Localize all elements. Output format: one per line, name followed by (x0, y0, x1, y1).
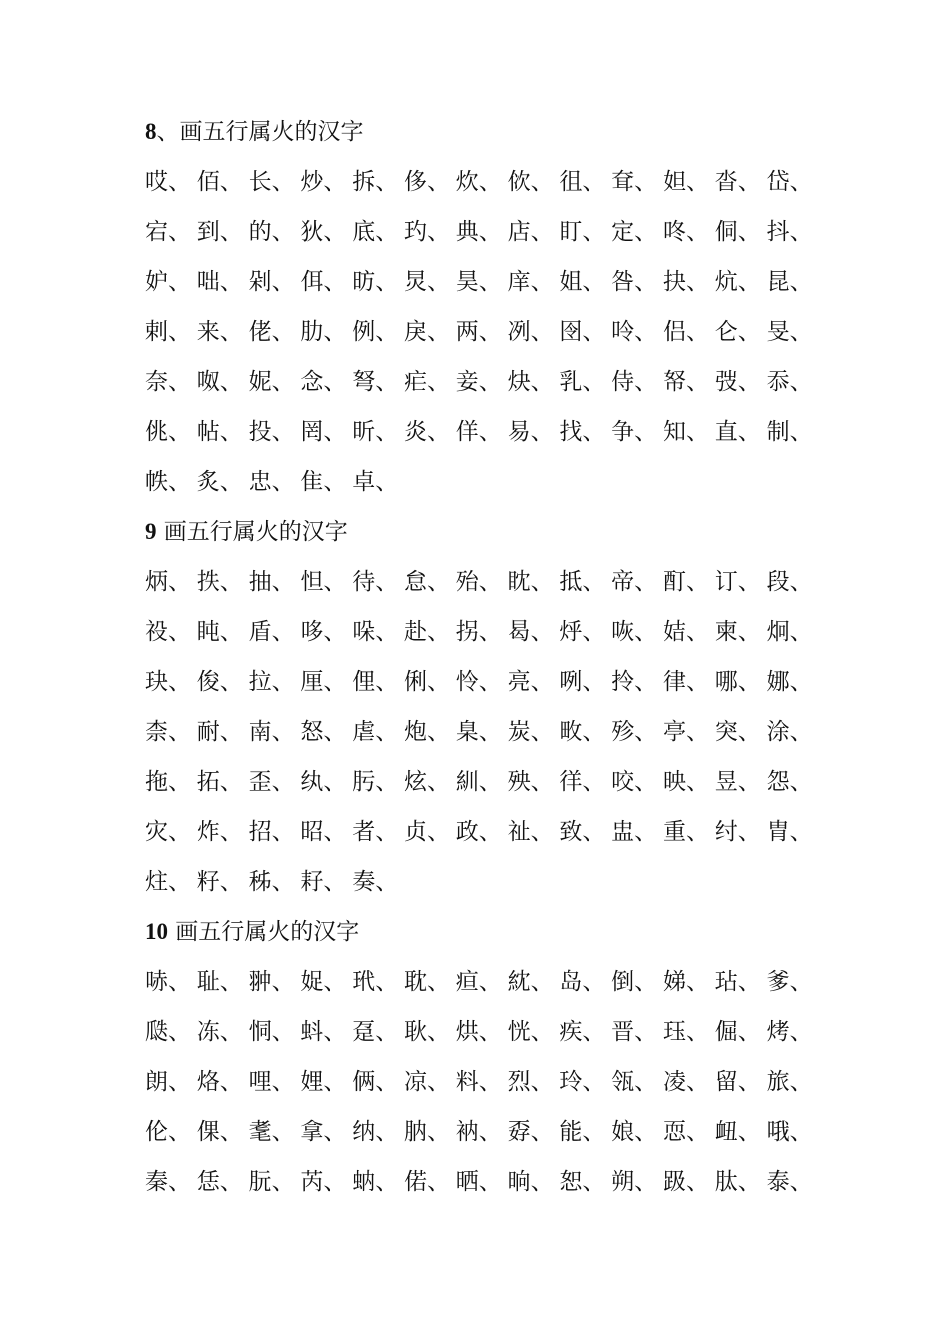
character-row (145, 612, 845, 662)
character-cell: 直、 (714, 419, 761, 445)
character-cell: 典、 (455, 219, 502, 245)
heading-number: 9 (145, 519, 157, 544)
heading-number: 8 (145, 119, 157, 144)
character-cell: 炎、 (403, 419, 450, 445)
character-cell: 殃、 (507, 769, 554, 795)
character-cell: 徂、 (559, 169, 606, 195)
character-cell: 投、 (248, 419, 295, 445)
character-cell: 倔、 (714, 1019, 761, 1045)
character-cell: 朊、 (248, 1169, 295, 1195)
character-cell: 岱、 (766, 169, 813, 195)
character-cell: 玦、 (145, 669, 191, 695)
character-cell: 疾、 (559, 1019, 606, 1045)
character-cell: 料、 (455, 1069, 502, 1095)
character-cell: 姞、 (662, 619, 709, 645)
character-cell: 烘、 (455, 1019, 502, 1045)
character-cell: 哩、 (248, 1069, 295, 1095)
character-cell: 妮、 (248, 369, 295, 395)
character-cell: 咎、 (611, 269, 658, 295)
character-cell: 拆、 (352, 169, 399, 195)
character-cell: 呤、 (611, 319, 658, 345)
heading-title: 、画五行属火的汉字 (156, 119, 364, 145)
character-cell: 侍、 (611, 369, 658, 395)
character-cell: 侣、 (662, 319, 709, 345)
character-cell: 帝、 (611, 569, 658, 595)
character-cell: 娖、 (300, 969, 347, 995)
heading-number: 10 (145, 919, 168, 944)
character-cell: 畋、 (559, 719, 606, 745)
character-cell: 玓、 (403, 219, 450, 245)
character-cell: 待、 (352, 569, 399, 595)
character-cell: 晋、 (611, 1019, 658, 1045)
character-cell: 佯、 (455, 419, 502, 445)
character-row (145, 962, 845, 1012)
character-cell: 呶、 (196, 369, 243, 395)
character-cell: 罔、 (300, 419, 347, 445)
character-cell: 的、 (248, 219, 295, 245)
section-9 (145, 512, 845, 912)
character-cell: 耿、 (403, 1019, 450, 1045)
character-cell: 孬、 (507, 1119, 554, 1145)
character-cell: 例、 (352, 319, 399, 345)
character-cell: 肭、 (403, 1119, 450, 1145)
character-cell: 盅、 (611, 819, 658, 845)
character-cell: 娜、 (766, 669, 813, 695)
character-cell: 亮、 (507, 669, 554, 695)
character-cell: 冽、 (507, 319, 554, 345)
character-cell: 律、 (662, 669, 709, 695)
character-cell: 招、 (248, 819, 295, 845)
character-row (145, 662, 845, 712)
character-cell: 能、 (559, 1119, 606, 1145)
character-cell: 晒、 (455, 1169, 502, 1195)
character-row (145, 562, 845, 612)
character-cell: 帙、 (145, 469, 191, 495)
section-heading (145, 112, 845, 162)
character-cell: 蚋、 (352, 1169, 399, 1195)
character-cell: 秭、 (248, 869, 295, 895)
character-cell: 秦、 (145, 1169, 191, 1195)
character-cell: 炙、 (196, 469, 243, 495)
character-cell: 冻、 (196, 1019, 243, 1045)
character-cell: 帖、 (196, 419, 243, 445)
character-cell: 来、 (196, 319, 243, 345)
character-cell: 耻、 (196, 969, 243, 995)
character-cell: 紞、 (507, 969, 554, 995)
character-cell: 盾、 (248, 619, 295, 645)
character-cell: 炭、 (507, 719, 554, 745)
character-cell: 伦、 (145, 1119, 191, 1145)
character-cell: 殆、 (455, 569, 502, 595)
character-cell: 岛、 (559, 969, 606, 995)
character-cell: 拓、 (196, 769, 243, 795)
character-cell: 咬、 (611, 769, 658, 795)
character-cell: 恁、 (196, 1169, 243, 1195)
character-cell: 弢、 (714, 369, 761, 395)
character-cell: 昆、 (766, 269, 813, 295)
character-cell: 烀、 (559, 619, 606, 645)
character-cell: 烈、 (507, 1069, 554, 1095)
character-cell: 妒、 (145, 269, 191, 295)
character-cell: 疟、 (403, 369, 450, 395)
character-cell: 珏、 (662, 1019, 709, 1045)
character-cell: 昉、 (352, 269, 399, 295)
character-cell: 炷、 (145, 869, 191, 895)
character-cell: 底、 (352, 219, 399, 245)
character-cell: 致、 (559, 819, 606, 845)
character-cell: 臬、 (455, 719, 502, 745)
character-cell: 订、 (714, 569, 761, 595)
character-cell: 蚪、 (300, 1019, 347, 1045)
character-cell: 留、 (714, 1069, 761, 1095)
character-cell: 囹、 (559, 319, 606, 345)
character-cell: 炔、 (507, 369, 554, 395)
character-cell: 南、 (248, 719, 295, 745)
character-cell: 祋、 (145, 619, 191, 645)
character-cell: 帑、 (662, 369, 709, 395)
character-cell: 沓、 (714, 169, 761, 195)
character-cell: 恕、 (559, 1169, 606, 1195)
character-cell: 耄、 (248, 1119, 295, 1145)
document-page (145, 112, 845, 1212)
character-cell: 籽、 (196, 869, 243, 895)
character-cell: 怨、 (766, 769, 813, 795)
character-cell: 佽、 (507, 169, 554, 195)
character-cell: 咚、 (662, 219, 709, 245)
section-heading (145, 912, 845, 962)
character-row (145, 262, 845, 312)
character-cell: 抵、 (559, 569, 606, 595)
character-row (145, 162, 845, 212)
character-cell: 乳、 (559, 369, 606, 395)
character-cell: 炳、 (145, 569, 191, 595)
character-cell: 怛、 (300, 569, 347, 595)
character-cell: 殄、 (611, 719, 658, 745)
character-cell: 凉、 (403, 1069, 450, 1095)
character-cell: 拎、 (611, 669, 658, 695)
character-cell: 爹、 (766, 969, 813, 995)
character-cell: 肟、 (352, 769, 399, 795)
character-cell: 佴、 (300, 269, 347, 295)
character-row (145, 812, 845, 862)
character-cell: 念、 (300, 369, 347, 395)
character-cell: 旻、 (766, 319, 813, 345)
character-cell: 店、 (507, 219, 554, 245)
character-cell: 昭、 (300, 819, 347, 845)
section-8 (145, 112, 845, 512)
character-cell: 怜、 (455, 669, 502, 695)
character-cell: 昊、 (455, 269, 502, 295)
character-cell: 拐、 (455, 619, 502, 645)
character-cell: 哦、 (766, 1119, 813, 1145)
character-cell: 哧、 (145, 969, 191, 995)
character-cell: 拿、 (300, 1119, 347, 1145)
character-cell: 两、 (455, 319, 502, 345)
section-heading (145, 512, 845, 562)
character-cell: 咄、 (196, 269, 243, 295)
character-cell: 哚、 (352, 619, 399, 645)
character-cell: 仑、 (714, 319, 761, 345)
character-cell: 佻、 (145, 419, 191, 445)
character-cell: 恍、 (507, 1019, 554, 1045)
character-cell: 耔、 (300, 869, 347, 895)
character-cell: 衲、 (455, 1119, 502, 1145)
character-cell: 祉、 (507, 819, 554, 845)
character-cell: 妾、 (455, 369, 502, 395)
character-cell: 长、 (248, 169, 295, 195)
character-cell: 炅、 (403, 269, 450, 295)
character-cell: 胄、 (766, 819, 813, 845)
character-cell: 抽、 (248, 569, 295, 595)
character-cell: 涂、 (766, 719, 813, 745)
character-cell: 哎、 (145, 169, 191, 195)
character-cell: 曷、 (507, 619, 554, 645)
character-cell: 炊、 (455, 169, 502, 195)
character-cell: 玷、 (714, 969, 761, 995)
character-cell: 倮、 (196, 1119, 243, 1145)
character-row (145, 1162, 845, 1212)
character-cell: 姐、 (559, 269, 606, 295)
character-cell: 佬、 (248, 319, 295, 345)
character-cell: 咧、 (559, 669, 606, 695)
character-cell: 戾、 (403, 319, 450, 345)
character-cell: 泰、 (766, 1169, 813, 1195)
character-cell: 厘、 (300, 669, 347, 695)
character-cell: 盯、 (559, 219, 606, 245)
character-cell: 炫、 (403, 769, 450, 795)
character-cell: 趸、 (352, 1019, 399, 1045)
character-cell: 旅、 (766, 1069, 813, 1095)
character-cell: 俚、 (352, 669, 399, 695)
character-cell: 瓞、 (145, 1019, 191, 1045)
character-row (145, 412, 845, 462)
character-cell: 柰、 (145, 719, 191, 745)
character-cell: 隹、 (300, 469, 347, 495)
character-cell: 酊、 (662, 569, 709, 595)
character-cell: 眈、 (507, 569, 554, 595)
character-cell: 忠、 (248, 469, 295, 495)
character-cell: 肽、 (714, 1169, 761, 1195)
character-cell: 玲、 (559, 1069, 606, 1095)
character-cell: 趿、 (662, 1169, 709, 1195)
character-cell: 虐、 (352, 719, 399, 745)
character-cell: 争、 (611, 419, 658, 445)
character-row (145, 1112, 845, 1162)
character-cell: 奏、 (352, 869, 399, 895)
character-cell: 咴、 (611, 619, 658, 645)
character-cell: 拉、 (248, 669, 295, 695)
character-cell: 肋、 (300, 319, 347, 345)
character-cell: 卓、 (352, 469, 399, 495)
character-cell: 抶、 (196, 569, 243, 595)
character-row (145, 212, 845, 262)
character-cell: 剌、 (145, 319, 191, 345)
character-cell: 恫、 (248, 1019, 295, 1045)
character-cell: 歪、 (248, 769, 295, 795)
character-cell: 娣、 (662, 969, 709, 995)
character-cell: 炸、 (196, 819, 243, 845)
character-row (145, 462, 845, 512)
character-cell: 衄、 (714, 1119, 761, 1145)
character-cell: 者、 (352, 819, 399, 845)
heading-title: 画五行属火的汉字 (168, 919, 360, 945)
character-cell: 俩、 (352, 1069, 399, 1095)
character-cell: 偌、 (403, 1169, 450, 1195)
character-cell: 狄、 (300, 219, 347, 245)
character-cell: 耐、 (196, 719, 243, 745)
character-cell: 纣、 (714, 819, 761, 845)
character-cell: 突、 (714, 719, 761, 745)
character-cell: 抖、 (766, 219, 813, 245)
character-cell: 纳、 (352, 1119, 399, 1145)
character-row (145, 712, 845, 762)
character-cell: 翀、 (248, 969, 295, 995)
character-row (145, 862, 845, 912)
character-cell: 贞、 (403, 819, 450, 845)
character-cell: 炮、 (403, 719, 450, 745)
character-cell: 昕、 (352, 419, 399, 445)
character-row (145, 362, 845, 412)
character-cell: 晌、 (507, 1169, 554, 1195)
character-cell: 盹、 (196, 619, 243, 645)
character-cell: 疸、 (455, 969, 502, 995)
character-cell: 制、 (766, 419, 813, 445)
character-cell: 抉、 (662, 269, 709, 295)
character-cell: 侈、 (403, 169, 450, 195)
character-row (145, 1012, 845, 1062)
character-row (145, 1062, 845, 1112)
character-cell: 倒、 (611, 969, 658, 995)
character-cell: 找、 (559, 419, 606, 445)
character-cell: 俐、 (403, 669, 450, 695)
character-cell: 怠、 (403, 569, 450, 595)
character-cell: 昱、 (714, 769, 761, 795)
character-cell: 徉、 (559, 769, 606, 795)
character-cell: 炒、 (300, 169, 347, 195)
character-cell: 朔、 (611, 1169, 658, 1195)
character-cell: 耷、 (611, 169, 658, 195)
character-cell: 俊、 (196, 669, 243, 695)
character-cell: 剁、 (248, 269, 295, 295)
character-cell: 娌、 (300, 1069, 347, 1095)
character-cell: 芮、 (300, 1169, 347, 1195)
character-cell: 忝、 (766, 369, 813, 395)
section-10 (145, 912, 845, 1212)
character-cell: 弩、 (352, 369, 399, 395)
character-cell: 定、 (611, 219, 658, 245)
character-cell: 柬、 (714, 619, 761, 645)
character-cell: 紃、 (455, 769, 502, 795)
character-row (145, 762, 845, 812)
character-cell: 宕、 (145, 219, 191, 245)
character-cell: 到、 (196, 219, 243, 245)
character-cell: 拖、 (145, 769, 191, 795)
character-cell: 凌、 (662, 1069, 709, 1095)
character-cell: 侗、 (714, 219, 761, 245)
character-cell: 烙、 (196, 1069, 243, 1095)
character-row (145, 312, 845, 362)
character-cell: 易、 (507, 419, 554, 445)
character-cell: 佰、 (196, 169, 243, 195)
character-cell: 哪、 (714, 669, 761, 695)
character-cell: 恧、 (662, 1119, 709, 1145)
character-cell: 知、 (662, 419, 709, 445)
character-cell: 烤、 (766, 1019, 813, 1045)
character-cell: 朗、 (145, 1069, 191, 1095)
character-cell: 炕、 (714, 269, 761, 295)
character-cell: 耽、 (403, 969, 450, 995)
character-cell: 重、 (662, 819, 709, 845)
character-cell: 段、 (766, 569, 813, 595)
character-cell: 纨、 (300, 769, 347, 795)
character-cell: 怒、 (300, 719, 347, 745)
character-cell: 玳、 (352, 969, 399, 995)
character-cell: 娘、 (611, 1119, 658, 1145)
heading-title: 画五行属火的汉字 (156, 519, 348, 545)
character-cell: 映、 (662, 769, 709, 795)
character-cell: 亭、 (662, 719, 709, 745)
character-cell: 政、 (455, 819, 502, 845)
character-cell: 妲、 (662, 169, 709, 195)
character-cell: 炯、 (766, 619, 813, 645)
character-cell: 哆、 (300, 619, 347, 645)
character-cell: 瓴、 (611, 1069, 658, 1095)
character-cell: 庠、 (507, 269, 554, 295)
character-cell: 灾、 (145, 819, 191, 845)
character-cell: 奈、 (145, 369, 191, 395)
character-cell: 赴、 (403, 619, 450, 645)
